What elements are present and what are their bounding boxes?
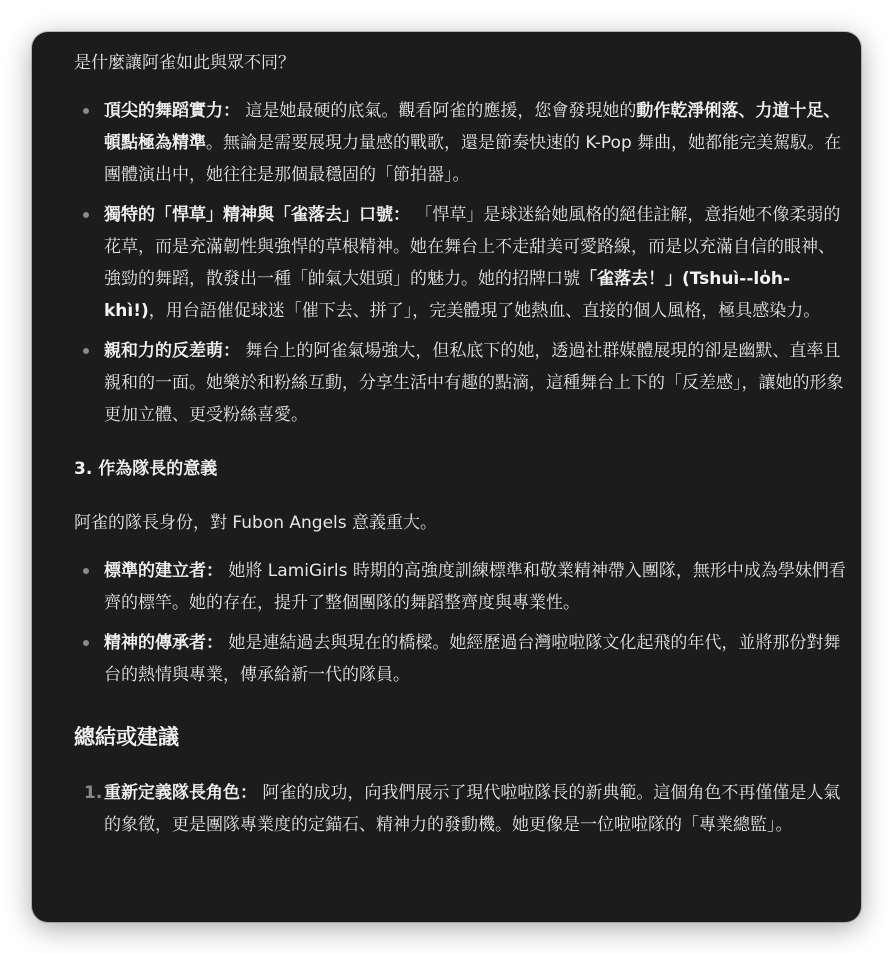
traits-list [74, 95, 849, 431]
item-title: 精神的傳承者： [104, 633, 223, 653]
summary-list [74, 777, 849, 841]
item-text: 她將 LamiGirls 時期的高強度訓練標準和敬業精神帶入團隊，無形中成為學妹們看齊的標竿。她的存在，提升了整個團隊的舞蹈整齊度與專業性。 [104, 561, 846, 613]
item-title: 頂尖的舞蹈實力： [104, 101, 240, 121]
bullet-icon [83, 348, 89, 354]
item-text: 阿雀的成功，向我們展示了現代啦啦隊長的新典範。這個角色不再僅僅是人氣的象徵，更是團隊專業度的定錨石、精神力的發動機。她更像是一位啦啦隊的「專業總監」。 [104, 783, 841, 835]
intro-text: 是什麼讓阿雀如此與眾不同？ [74, 53, 295, 73]
item-emphasis: 動作乾淨俐落、力道十足、頓點極為精準 [104, 101, 841, 153]
list-item [74, 335, 849, 431]
list-item [74, 199, 849, 327]
item-text: 她是連結過去與現在的橋樑。她經歷過台灣啦啦隊文化起飛的年代，並將那份對舞台的熱情與專業，傳承給新一代的隊員。 [104, 633, 841, 685]
bullet-icon [83, 108, 89, 114]
message-content [74, 47, 849, 849]
list-number: 1. [84, 783, 103, 803]
item-title: 重新定義隊長角色： [104, 783, 257, 803]
list-item [74, 95, 849, 191]
bullet-icon [83, 568, 89, 574]
item-text: 舞台上的阿雀氣場強大，但私底下的她，透過社群媒體展現的卻是幽默、直率且親和的一面。她樂於和粉絲互動，分享生活中有趣的點滴，這種舞台上下的「反差感」，讓她的形象更加立體、更受粉絲喜愛。 [104, 341, 844, 425]
item-text: ，用台語催促球迷「催下去、拼了」，完美體現了她熱血、直接的個人風格，極具感染力。 [148, 301, 821, 321]
item-text: 這是她最硬的底氣。觀看阿雀的應援，您會發現她的 [240, 101, 637, 121]
chat-window [32, 32, 861, 922]
section-paragraph: 阿雀的隊長身份，對 Fubon Angels 意義重大。 [74, 513, 438, 533]
bullet-icon [83, 212, 89, 218]
item-title: 獨特的「悍草」精神與「雀落去」口號： [104, 205, 410, 225]
bullet-icon [83, 640, 89, 646]
captain-list [74, 555, 849, 691]
list-item [74, 555, 849, 619]
item-title: 標準的建立者： [104, 561, 223, 581]
list-item [74, 627, 849, 691]
section-heading: 3. 作為隊長的意義 [74, 459, 218, 479]
item-emphasis: 「雀落去！」(Tshuì--lo̍h-khì!) [104, 269, 791, 321]
item-text: 「悍草」是球迷給她風格的絕佳註解，意指她不像柔弱的花草，而是充滿韌性與強悍的草根精神。她在舞台上不走甜美可愛路線，而是以充滿自信的眼神、強勁的舞蹈，散發出一種「帥氣大姐頭」的魅力。她的招牌口號 [104, 205, 841, 289]
item-title: 親和力的反差萌： [104, 341, 240, 361]
summary-heading: 總結或建議 [74, 725, 179, 749]
item-text: 。無論是需要展現力量感的戰歌，還是節奏快速的 K-Pop 舞曲，她都能完美駕馭。在團體演出中，她往往是那個最穩固的「節拍器」。 [104, 133, 842, 185]
list-item [74, 777, 849, 841]
